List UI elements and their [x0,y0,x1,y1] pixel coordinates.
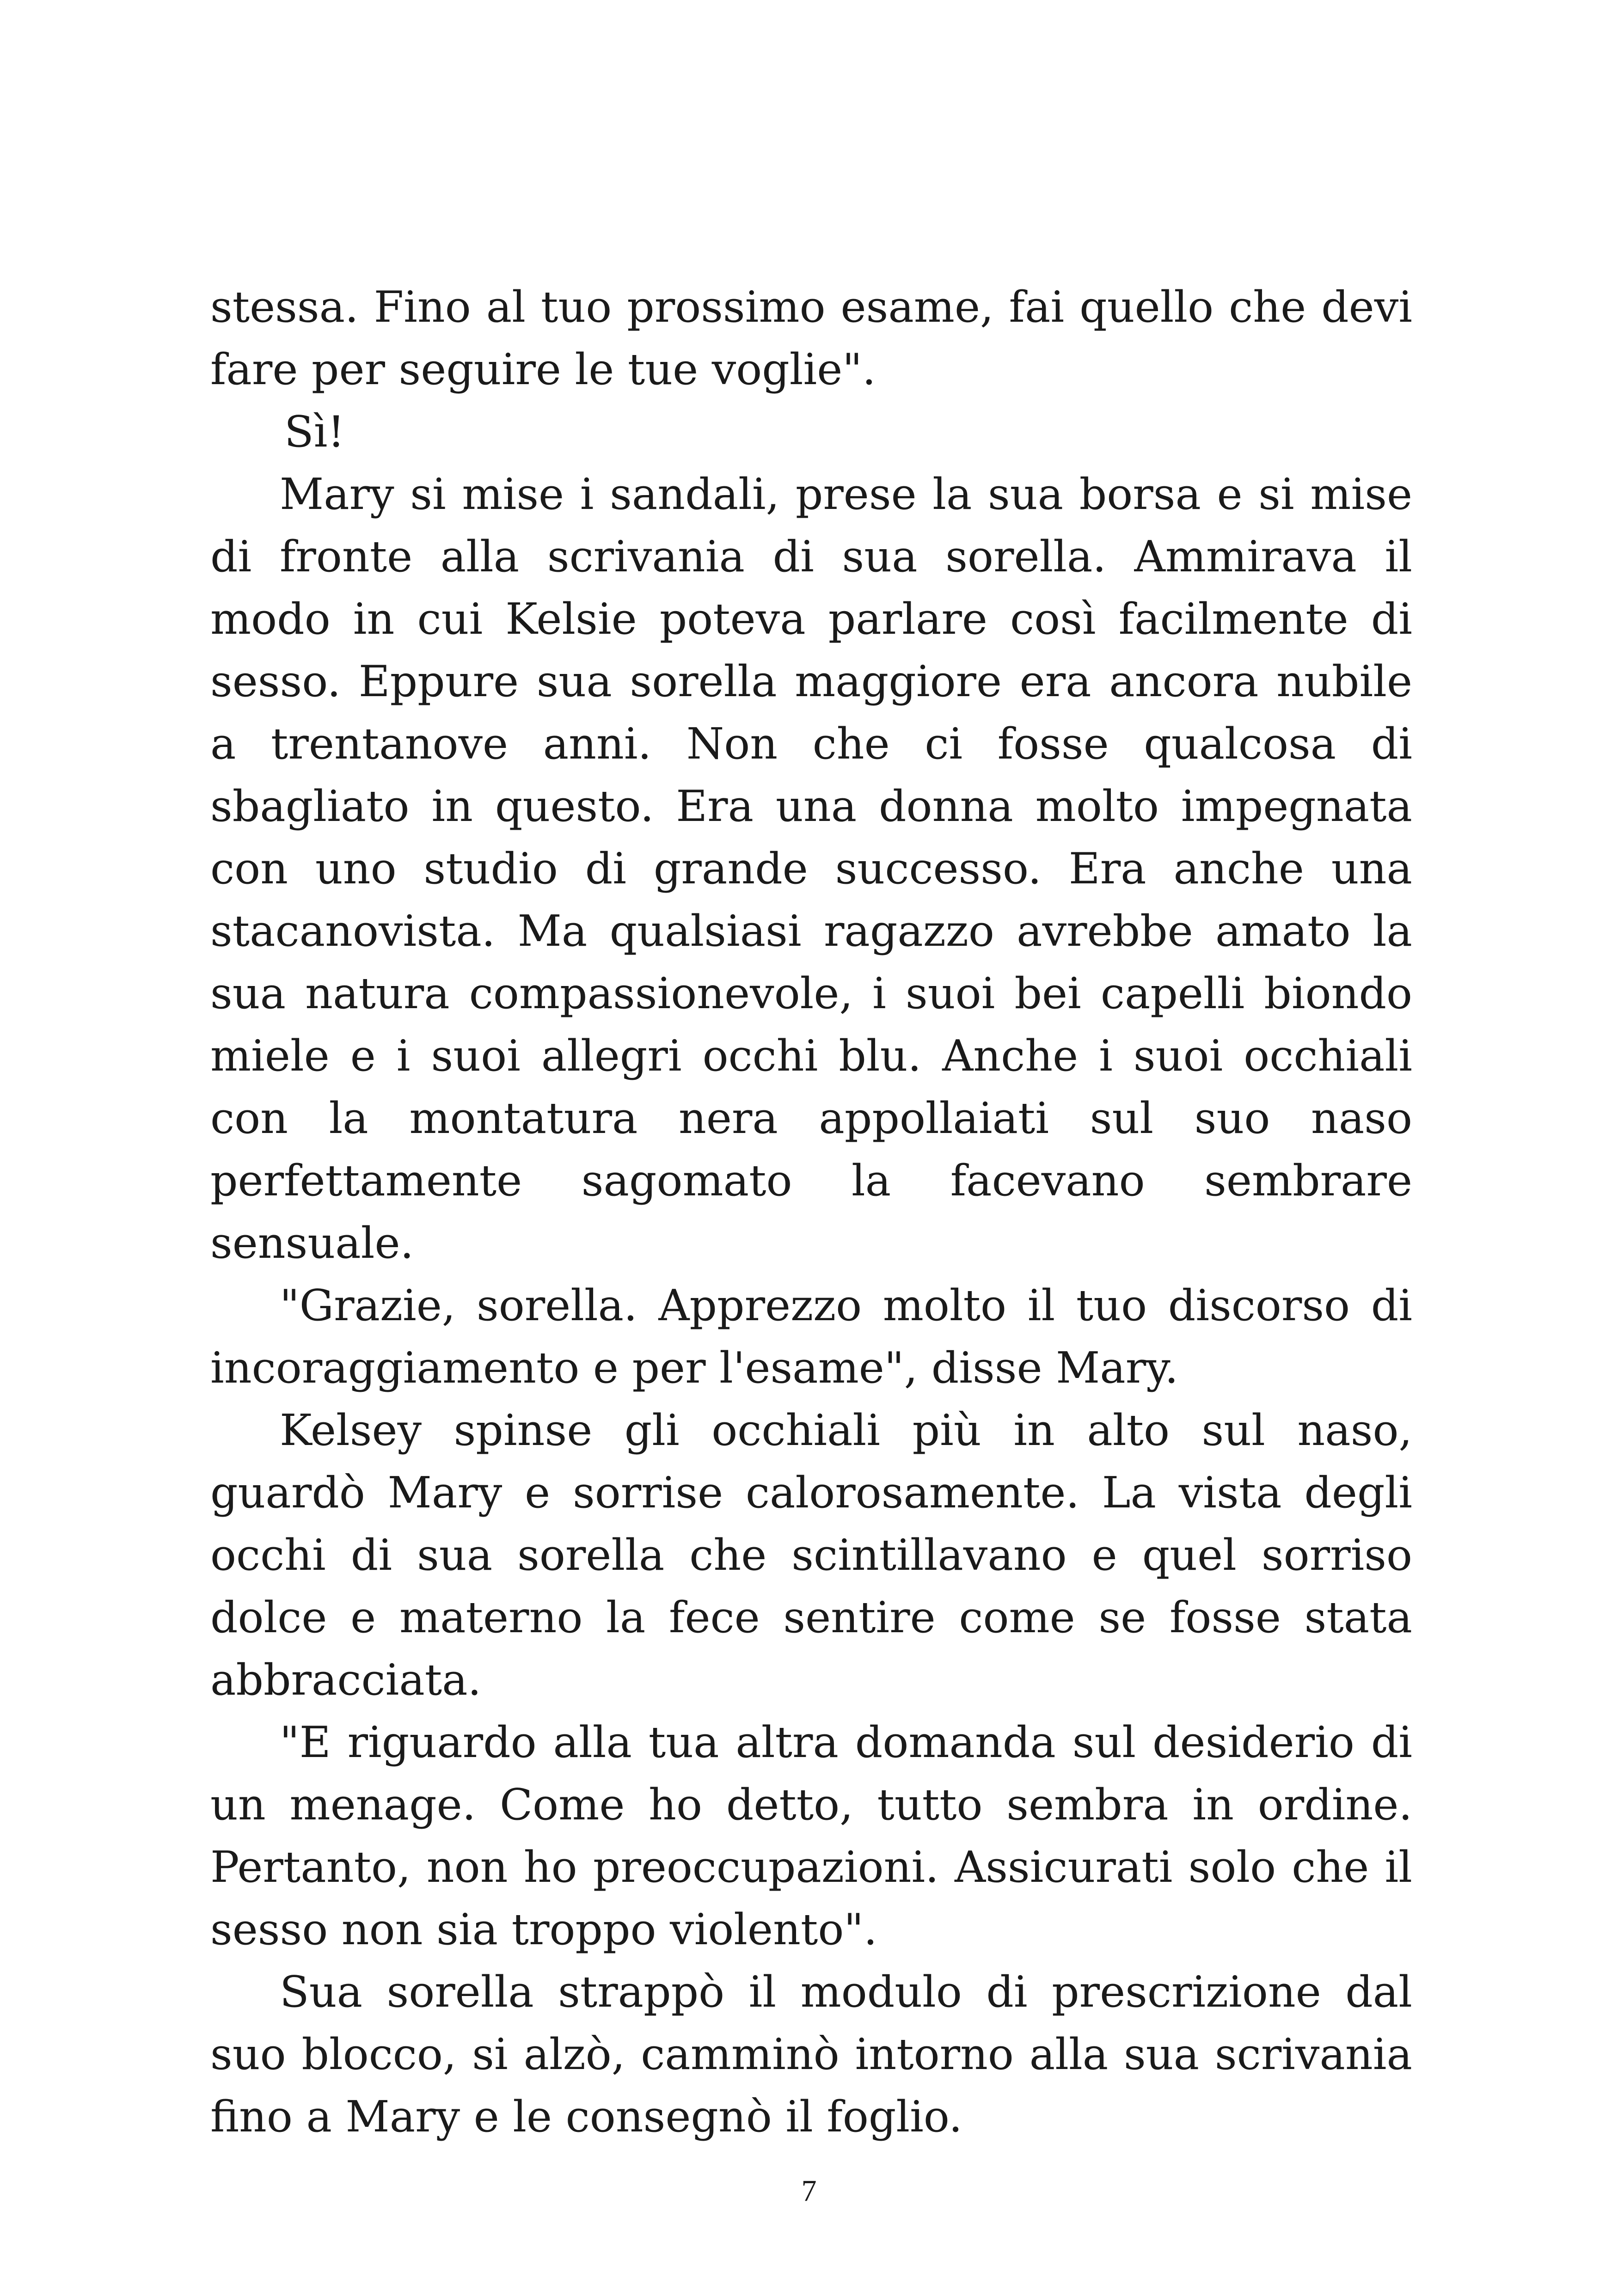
paragraph-4: "Grazie, sorella. Apprezzo molto il tuo discorso di incoraggiamento e per l'esame", disse Mary. [210,1280,1412,1393]
paragraph-3: Mary si mise i sandali, prese la sua borsa e si mise di fronte alla scrivania di sua sorella. Ammirava il modo in cui Kelsie poteva parlare così facilmente di sesso. Eppure sua sorella maggiore era ancora nubile a trentanove anni. Non che ci fosse qualcosa di sbagliato in questo. Era una donna molto impegnata con uno studio di grande successo. Era anche una stacanovista. Ma qualsiasi ragazzo avrebbe amato la sua natura compassionevole, i suoi bei capelli biondo miele e i suoi allegri occhi blu. Anche i suoi occhiali con la montatura nera appollaiati sul suo naso perfettamente sagomato la facevano sembrare sensuale. [210,469,1412,1268]
paragraph-2: Sì! [284,407,345,457]
paragraph-1: stessa. Fino al tuo prossimo esame, fai quello che devi fare per seguire le tue voglie". [210,282,1412,394]
body-text [210,276,1412,2148]
page-number: 7 [801,2174,817,2208]
paragraph-5: Kelsey spinse gli occhiali più in alto sul naso, guardò Mary e sorrise calorosamente. La vista degli occhi di sua sorella che scintillavano e quel sorriso dolce e materno la fece sentire come se fosse stata abbracciata. [210,1405,1412,1705]
paragraph-6: "E riguardo alla tua altra domanda sul desiderio di un menage. Come ho detto, tutto sembra in ordine. Pertanto, non ho preoccupazioni. Assicurati solo che il sesso non sia troppo violento". [210,1717,1412,1954]
paragraph-7: Sua sorella strappò il modulo di prescrizione dal suo blocco, si alzò, camminò intorno alla sua scrivania fino a Mary e le consegnò il foglio. [210,1967,1412,2142]
